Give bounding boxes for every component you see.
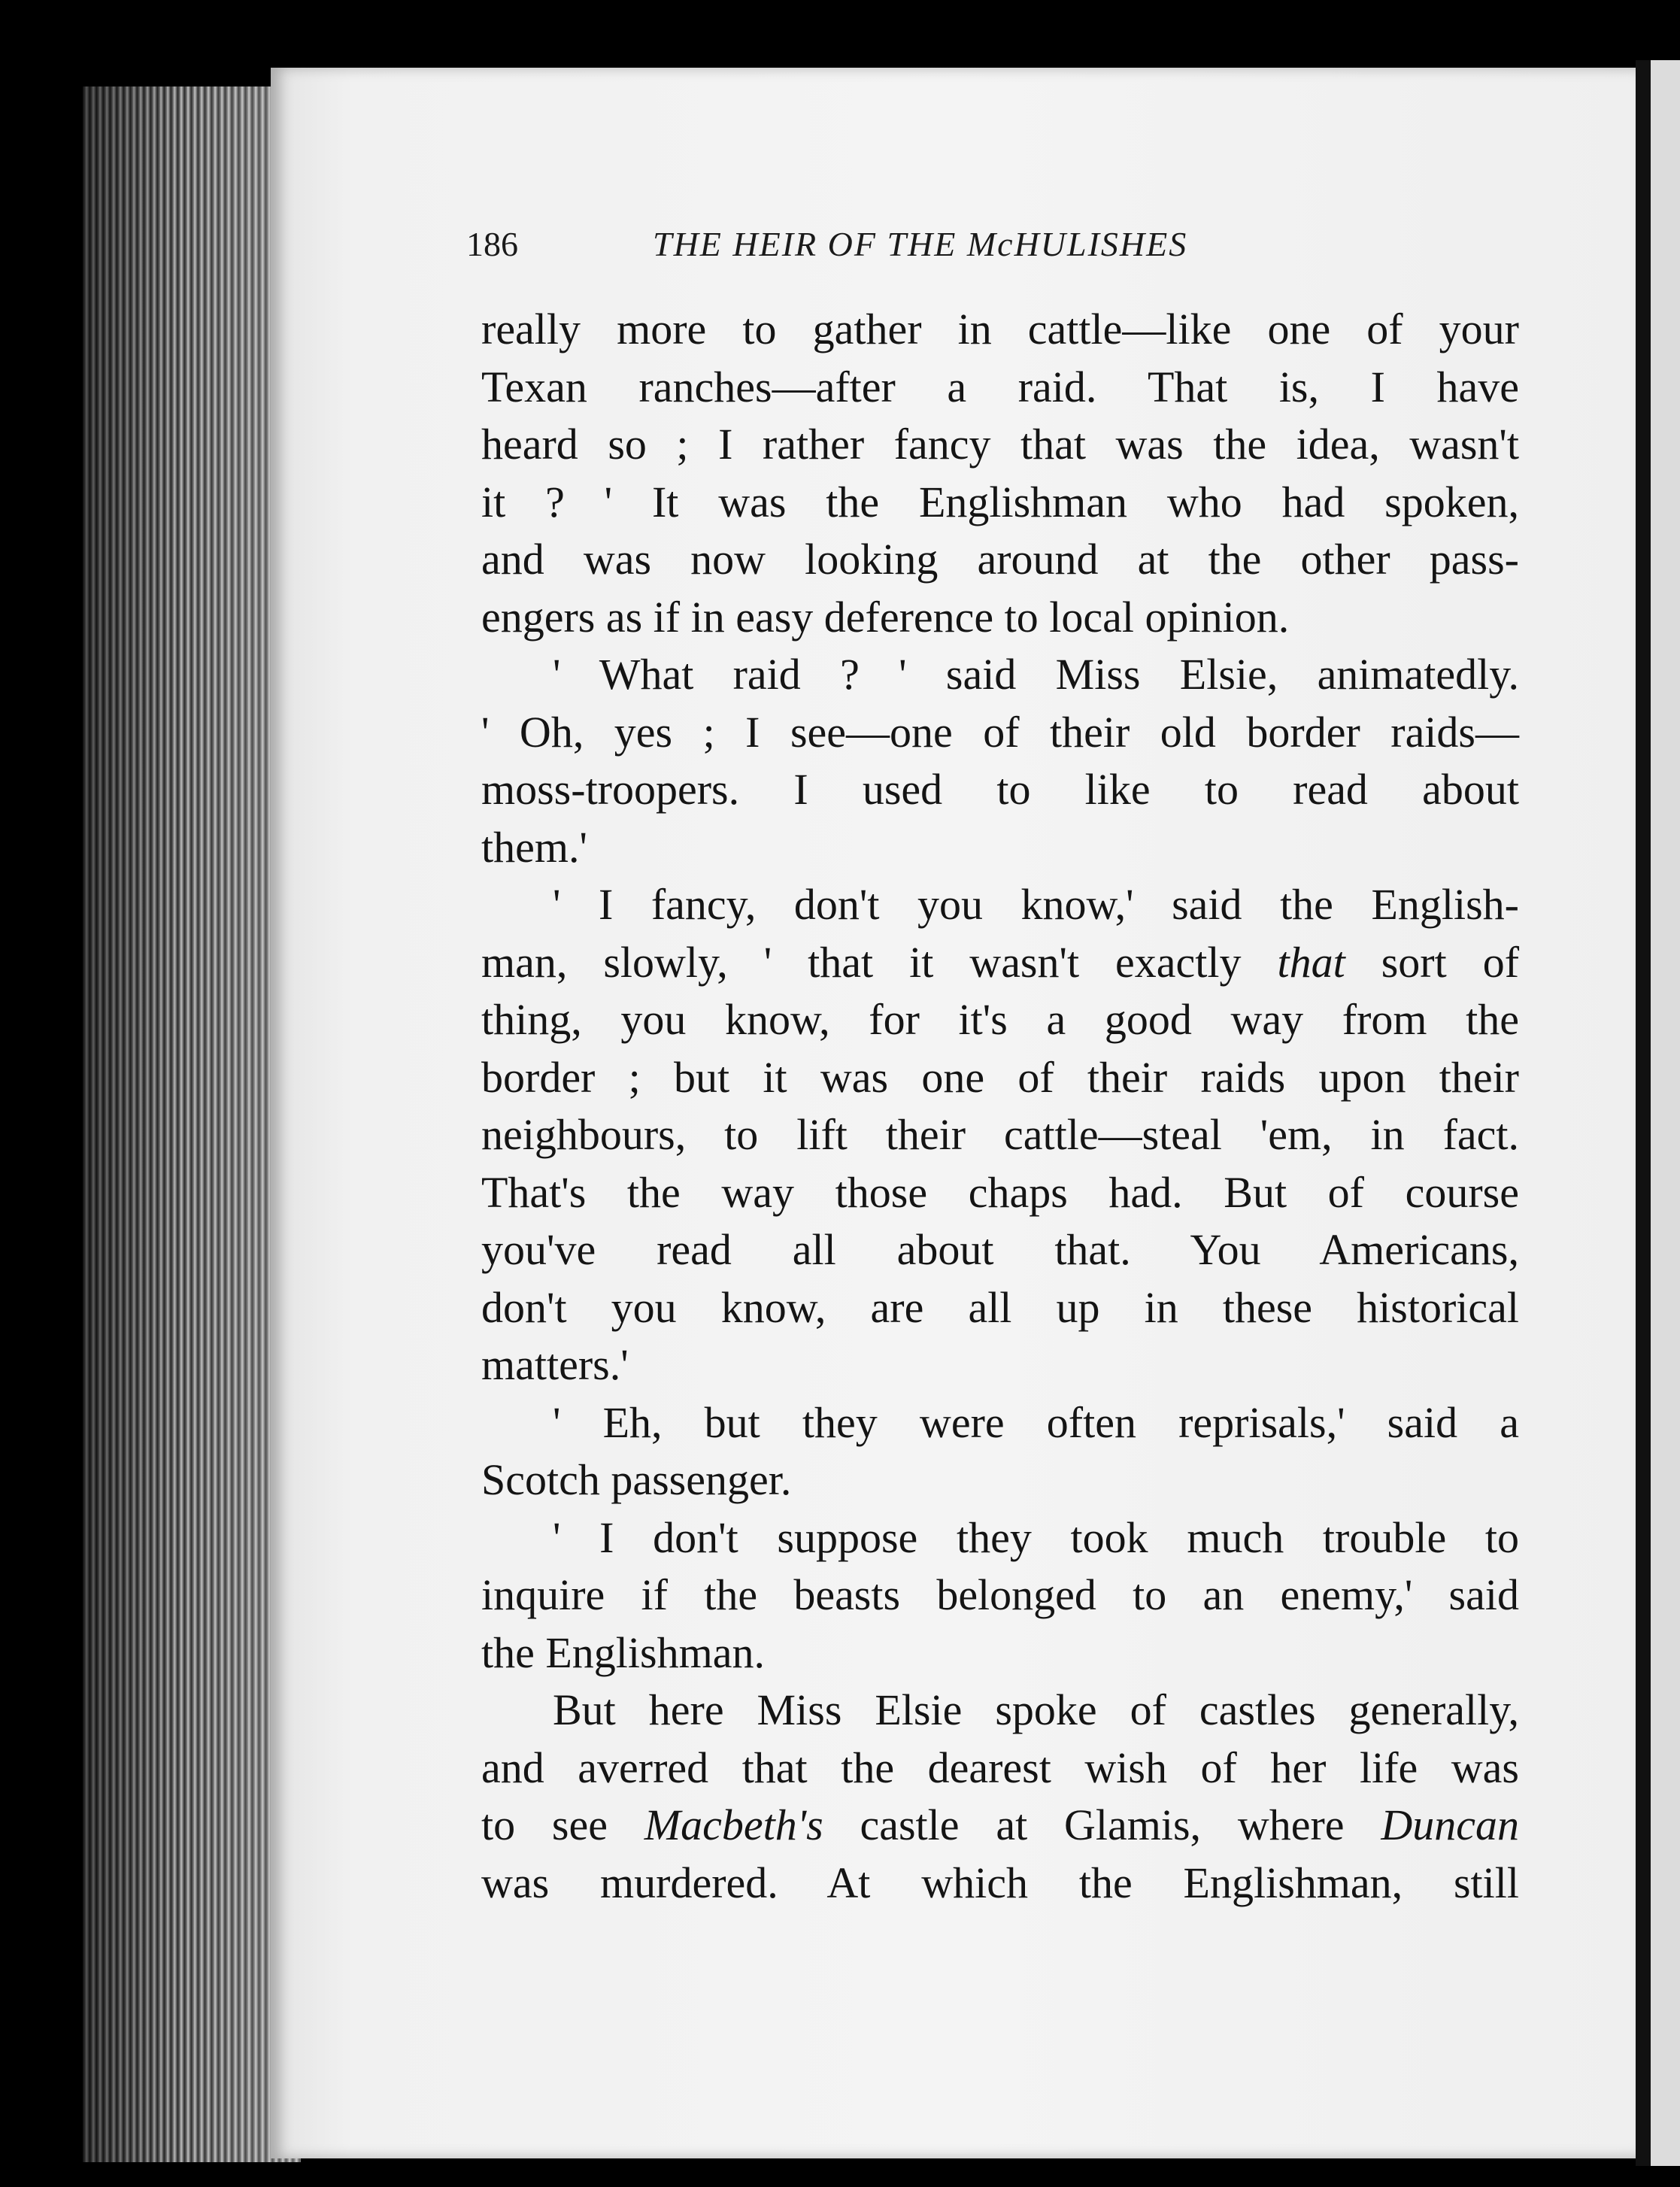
text-line: engers as if in easy deference to local opinion.: [481, 592, 1290, 642]
text-line: That's the way those chaps had. But of course: [481, 1167, 1519, 1217]
page-number: 186: [466, 225, 518, 263]
text-line: inquire if the beasts belonged to an enemy,' said: [481, 1570, 1519, 1619]
text-line: and averred that the dearest wish of her life was: [481, 1743, 1519, 1792]
page-header: [466, 218, 1519, 271]
text-line: it ? ' It was the Englishman who had spoken,: [481, 477, 1519, 526]
text-line-mixed: [481, 934, 1519, 992]
text-segment: to see: [481, 1800, 608, 1849]
text-line: them.': [481, 822, 587, 872]
book-gutter: [1636, 60, 1651, 2166]
text-line: you've read all about that. You Americans,: [481, 1225, 1519, 1274]
italic-word: that: [1277, 937, 1345, 987]
text-line: moss-troopers. I used to like to read about: [481, 765, 1519, 814]
text-line: the Englishman.: [481, 1627, 765, 1677]
facing-page-edge: [1651, 60, 1680, 2166]
text-line: heard so ; I rather fancy that was the idea, wasn't: [481, 420, 1519, 469]
running-title: THE HEIR OF THE McHULISHES: [653, 225, 1188, 263]
page-text: [481, 301, 1519, 1912]
text-line: ' Oh, yes ; I see—one of their old border raids—: [481, 707, 1519, 757]
text-line: neighbours, to lift their cattle—steal 'em, in fact.: [481, 1110, 1519, 1159]
text-line: But here Miss Elsie spoke of castles generally,: [553, 1685, 1519, 1734]
text-segment: sort of: [1381, 937, 1520, 987]
text-line: ' Eh, but they were often reprisals,' said a: [553, 1397, 1519, 1447]
text-line: don't you know, are all up in these historical: [481, 1282, 1519, 1332]
text-line: border ; but it was one of their raids upon their: [481, 1052, 1519, 1102]
text-line: matters.': [481, 1340, 629, 1389]
text-line: Texan ranches—after a raid. That is, I have: [481, 362, 1519, 411]
text-line: thing, you know, for it's a good way from the: [481, 995, 1519, 1044]
text-line: Scotch passenger.: [481, 1455, 792, 1504]
italic-word: Macbeth's: [644, 1800, 823, 1849]
text-segment: castle at Glamis, where: [860, 1800, 1345, 1849]
text-line-mixed: [481, 1797, 1519, 1855]
text-segment: man, slowly, ' that it wasn't exactly: [481, 937, 1242, 987]
text-line: ' I don't suppose they took much trouble to: [553, 1512, 1519, 1562]
text-line: really more to gather in cattle—like one of your: [481, 305, 1519, 353]
text-line: and was now looking around at the other pass-: [481, 535, 1519, 584]
text-line: was murdered. At which the Englishman, still: [481, 1858, 1519, 1907]
italic-word: Duncan: [1381, 1800, 1520, 1849]
book-page-edges: [83, 86, 301, 2162]
text-line: ' What raid ? ' said Miss Elsie, animatedly.: [553, 650, 1519, 699]
text-line: ' I fancy, don't you know,' said the English-: [553, 880, 1519, 929]
